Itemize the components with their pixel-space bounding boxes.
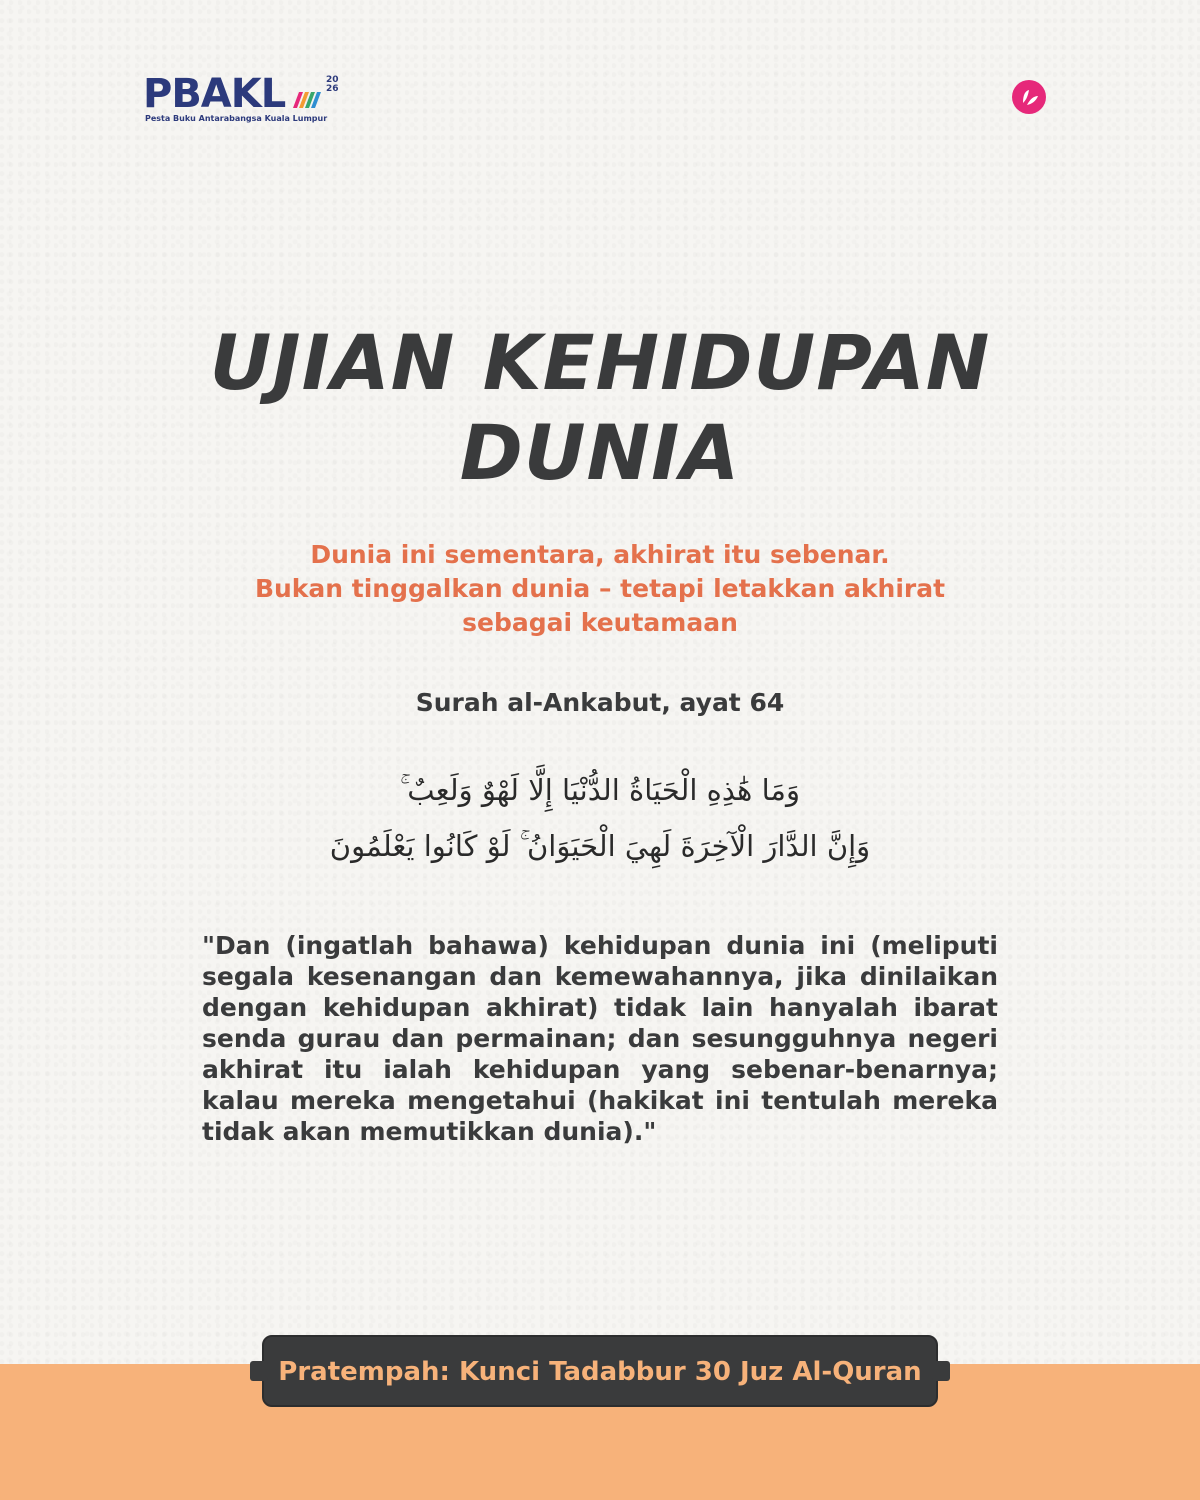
tagline-line-1: Dunia ini sementara, akhirat itu sebenar.: [310, 540, 890, 569]
page-title: [0, 318, 1200, 498]
pbakl-logo: [143, 70, 363, 130]
title-line-2: DUNIA: [459, 408, 741, 497]
brand-badge: [1012, 80, 1046, 114]
logo-subtitle: Pesta Buku Antarabangsa Kuala Lumpur: [145, 114, 328, 123]
surah-reference: Surah al-Ankabut, ayat 64: [415, 688, 785, 717]
arabic-line-2: وَإِنَّ الدَّارَ الْآخِرَةَ لَهِيَ الْحَيَوَانُ ۚ لَوْ كَانُوا يَعْلَمُونَ: [329, 829, 871, 863]
logo-year: 2026: [326, 75, 339, 94]
logo-stripes-icon: [293, 88, 325, 108]
arabic-verse: [300, 762, 900, 874]
title-line-1: UJIAN KEHIDUPAN: [209, 318, 991, 407]
banner-text: Pratempah: Kunci Tadabbur 30 Juz Al-Quran: [278, 1357, 922, 1387]
preorder-banner[interactable]: [262, 1335, 938, 1407]
arabic-line-1: وَمَا هَٰذِهِ الْحَيَاةُ الدُّنْيَا إِلَّا لَهْوٌ وَلَعِبٌ ۚ: [400, 773, 800, 807]
tagline-line-2: Bukan tinggalkan dunia – tetapi letakkan akhirat: [254, 574, 946, 603]
tagline: [150, 538, 1050, 640]
verse-translation: "Dan (ingatlah bahawa) kehidupan dunia ini (meliputi segala kesenangan dan kemewahannya, jika dinilaikan dengan kehidupan akhirat) tidak lain hanyalah ibarat senda gurau dan permainan; dan sesungguhnya negeri akhirat itu ialah kehidupan yang sebenar-benarnya; kalau mereka mengetahui (hakikat ini tentulah mereka tidak akan memutikkan dunia).": [202, 931, 998, 1146]
tagline-line-3: sebagai keutamaan: [462, 608, 738, 637]
leaf-icon: [1012, 80, 1046, 114]
logo-wordmark: PBAKL: [143, 71, 286, 117]
